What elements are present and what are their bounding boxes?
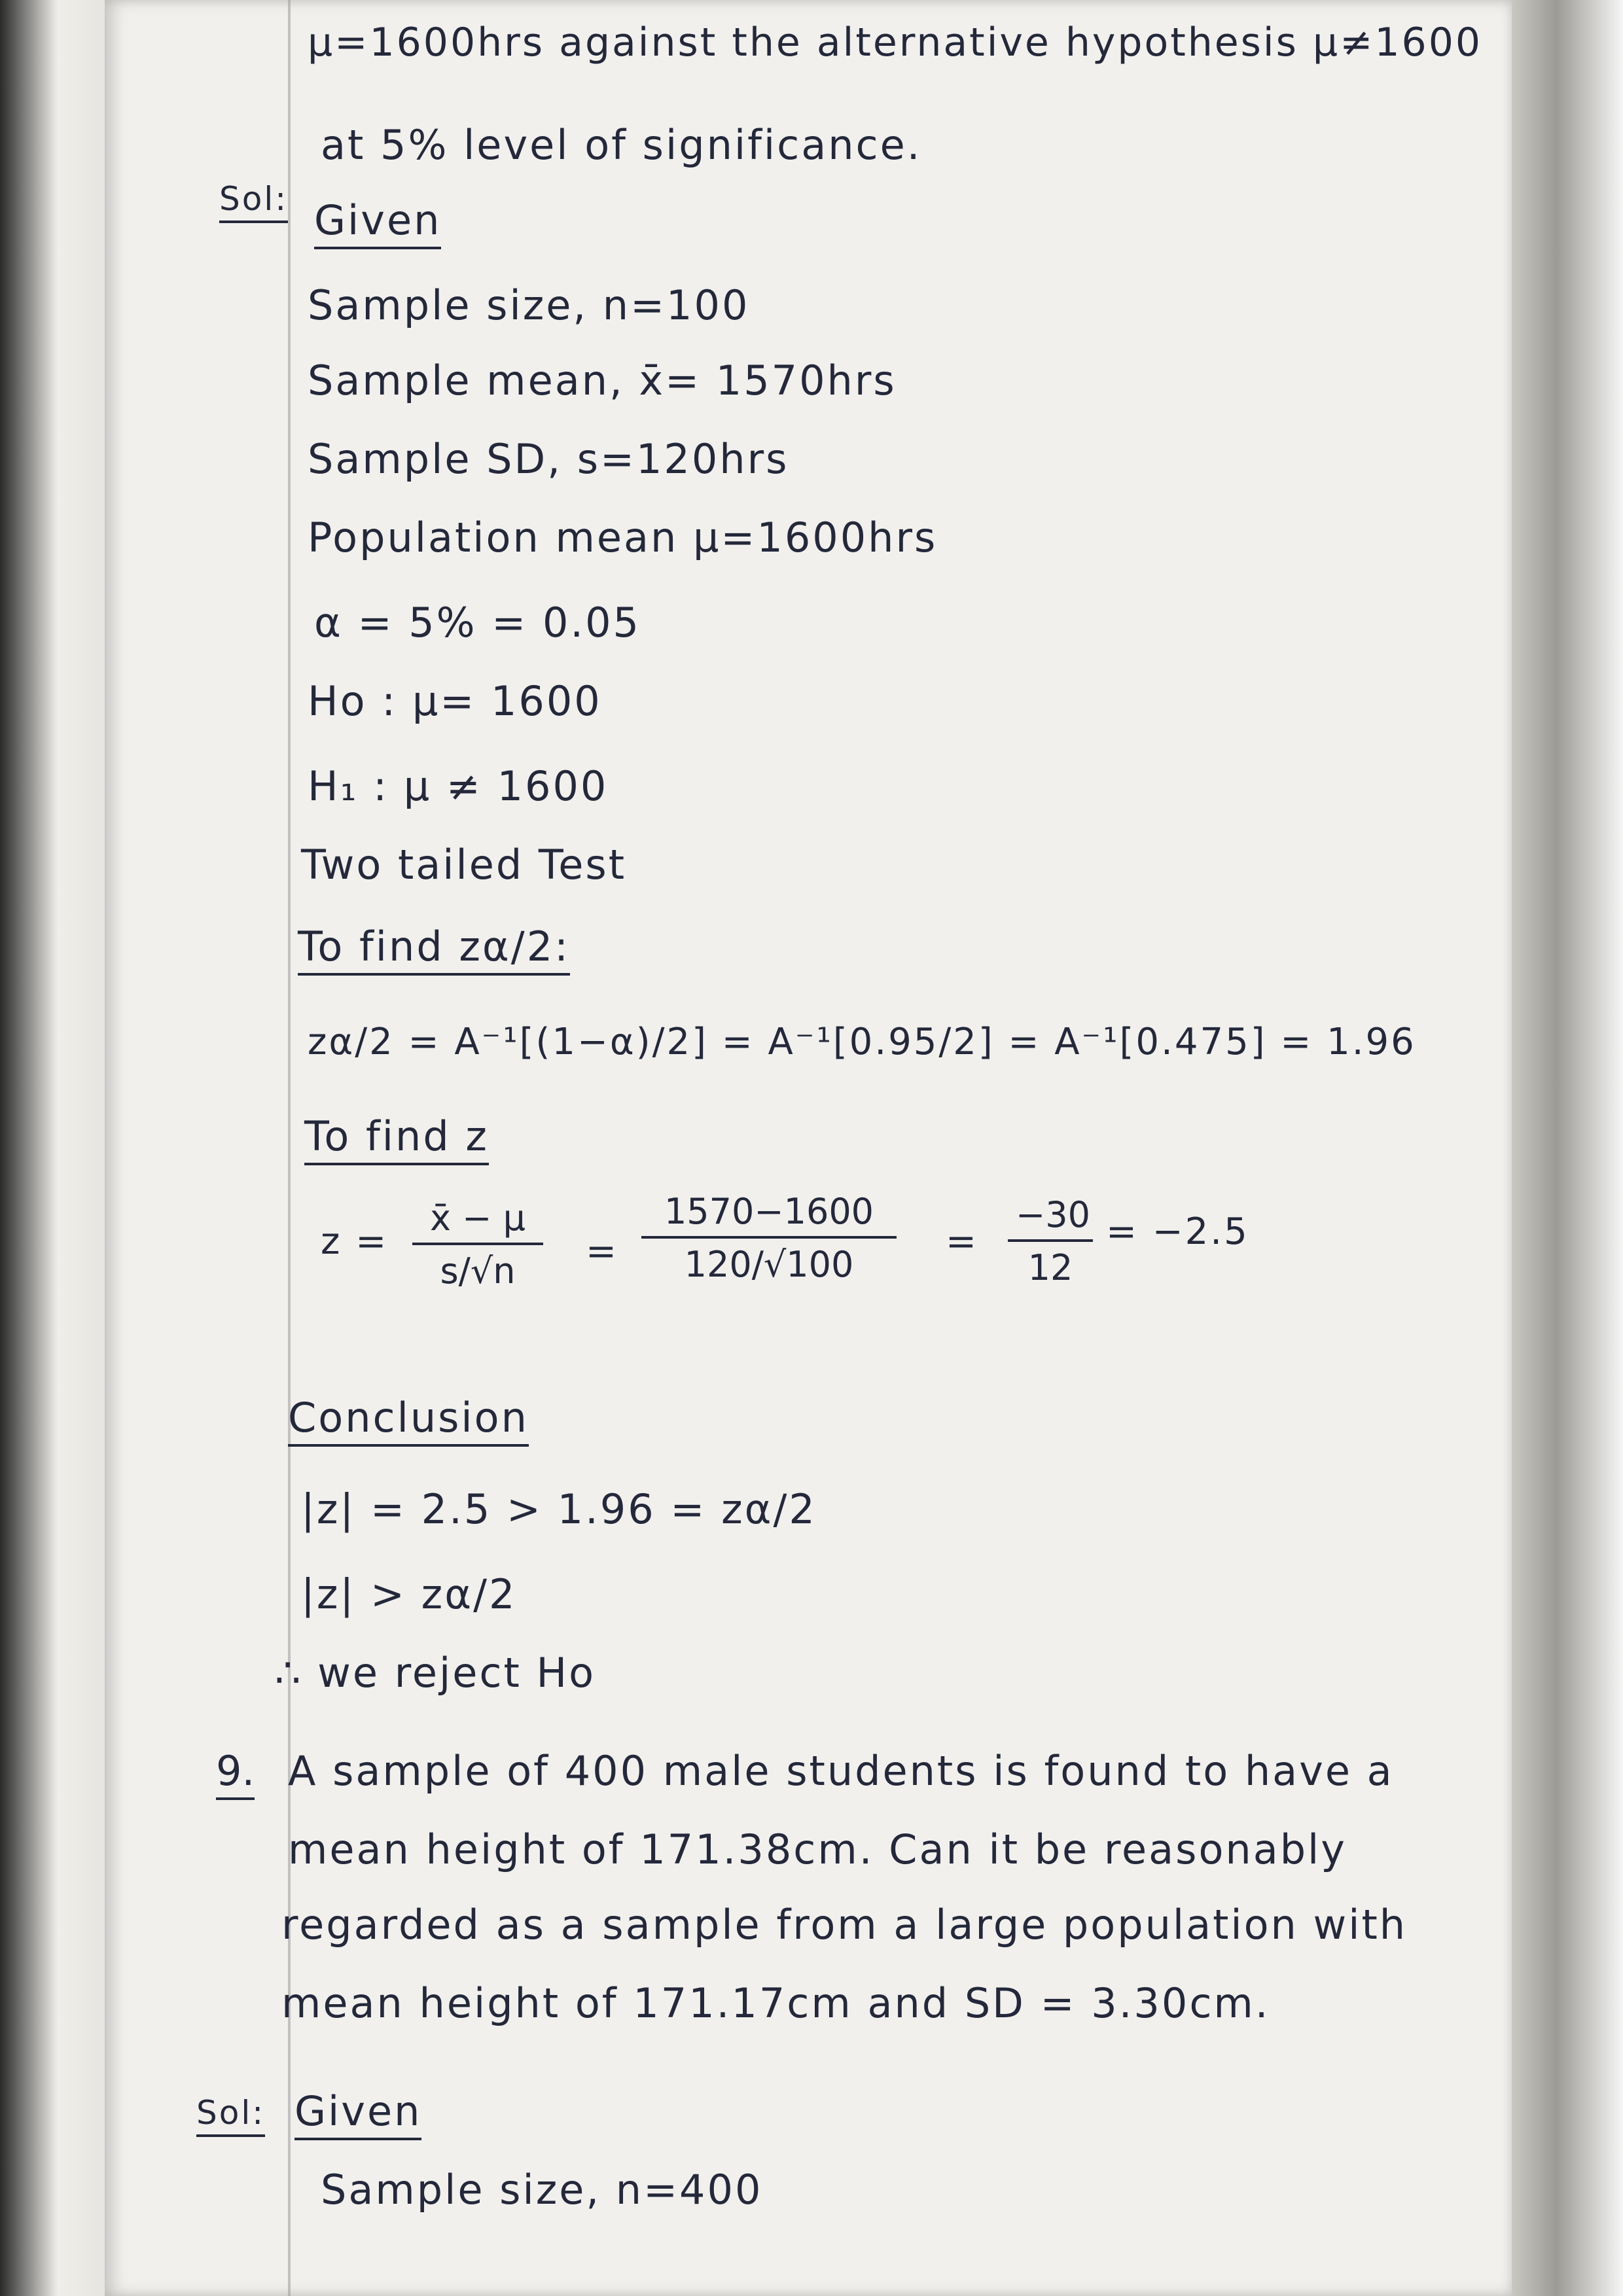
page-margin-line <box>288 0 291 2296</box>
notebook-right-edge <box>1512 0 1623 2296</box>
text-alpha: α = 5% = 0.05 <box>314 599 641 646</box>
notebook-left-edge <box>0 0 105 2296</box>
z-result: = −2.5 <box>1106 1210 1249 1253</box>
text-sample-mean: Sample mean, x̄= 1570hrs <box>308 357 897 404</box>
question-9-line-1: A sample of 400 male students is found to have a <box>288 1747 1394 1795</box>
text-alt-hypothesis: H₁ : μ ≠ 1600 <box>308 762 609 810</box>
text-critical-value: zα/2 = A⁻¹[(1−α)/2] = A⁻¹[0.95/2] = A⁻¹[0.475] = 1.96 <box>308 1021 1416 1063</box>
z-label: z = <box>321 1220 389 1263</box>
text-sample-size: Sample size, n=100 <box>308 281 750 329</box>
text-sample-sd: Sample SD, s=120hrs <box>308 435 789 483</box>
z-simplified-numerator: −30 <box>1008 1194 1093 1242</box>
text-two-tailed: Two tailed Test <box>301 841 627 889</box>
sol-label-2: Sol: <box>196 2094 265 2137</box>
question-9-line-2: mean height of 171.38cm. Can it be reasonably <box>288 1826 1347 1873</box>
z-values-fraction <box>641 1191 897 1285</box>
heading-conclusion: Conclusion <box>288 1394 529 1447</box>
text-compare-short: |z| > zα/2 <box>301 1570 517 1618</box>
question-9-line-3: regarded as a sample from a large population with <box>281 1901 1408 1949</box>
text-population-mean: Population mean μ=1600hrs <box>308 514 938 561</box>
text-line-hypothesis: μ=1600hrs against the alternative hypothesis μ≠1600 <box>308 20 1483 65</box>
heading-find-z: To find z <box>304 1112 489 1165</box>
question-9-line-4: mean height of 171.17cm and SD = 3.30cm. <box>281 1979 1270 2027</box>
z-formula-denominator: s/√n <box>440 1250 516 1292</box>
z-equals-1: = <box>586 1230 618 1273</box>
text-compare-values: |z| = 2.5 > 1.96 = zα/2 <box>301 1485 817 1533</box>
given-heading-1: Given <box>314 196 441 249</box>
text-sample-size-400: Sample size, n=400 <box>321 2166 763 2214</box>
text-line-significance: at 5% level of significance. <box>321 121 922 169</box>
z-values-numerator: 1570−1600 <box>641 1191 897 1239</box>
z-simplified-denominator: 12 <box>1027 1247 1073 1288</box>
given-heading-2: Given <box>294 2087 421 2140</box>
heading-find-critical: To find zα/2: <box>298 923 570 976</box>
text-null-hypothesis: Ho : μ= 1600 <box>308 677 602 725</box>
z-equals-2: = <box>946 1220 978 1263</box>
sol-label-1: Sol: <box>219 180 288 223</box>
z-values-denominator: 120/√100 <box>684 1244 854 1285</box>
text-reject-null: ∴ we reject Ho <box>275 1649 596 1697</box>
question-number-9: 9. <box>216 1747 255 1800</box>
z-formula-fraction <box>412 1197 543 1292</box>
z-simplified-fraction <box>1008 1194 1093 1288</box>
z-formula-numerator: x̄ − μ <box>412 1197 543 1245</box>
